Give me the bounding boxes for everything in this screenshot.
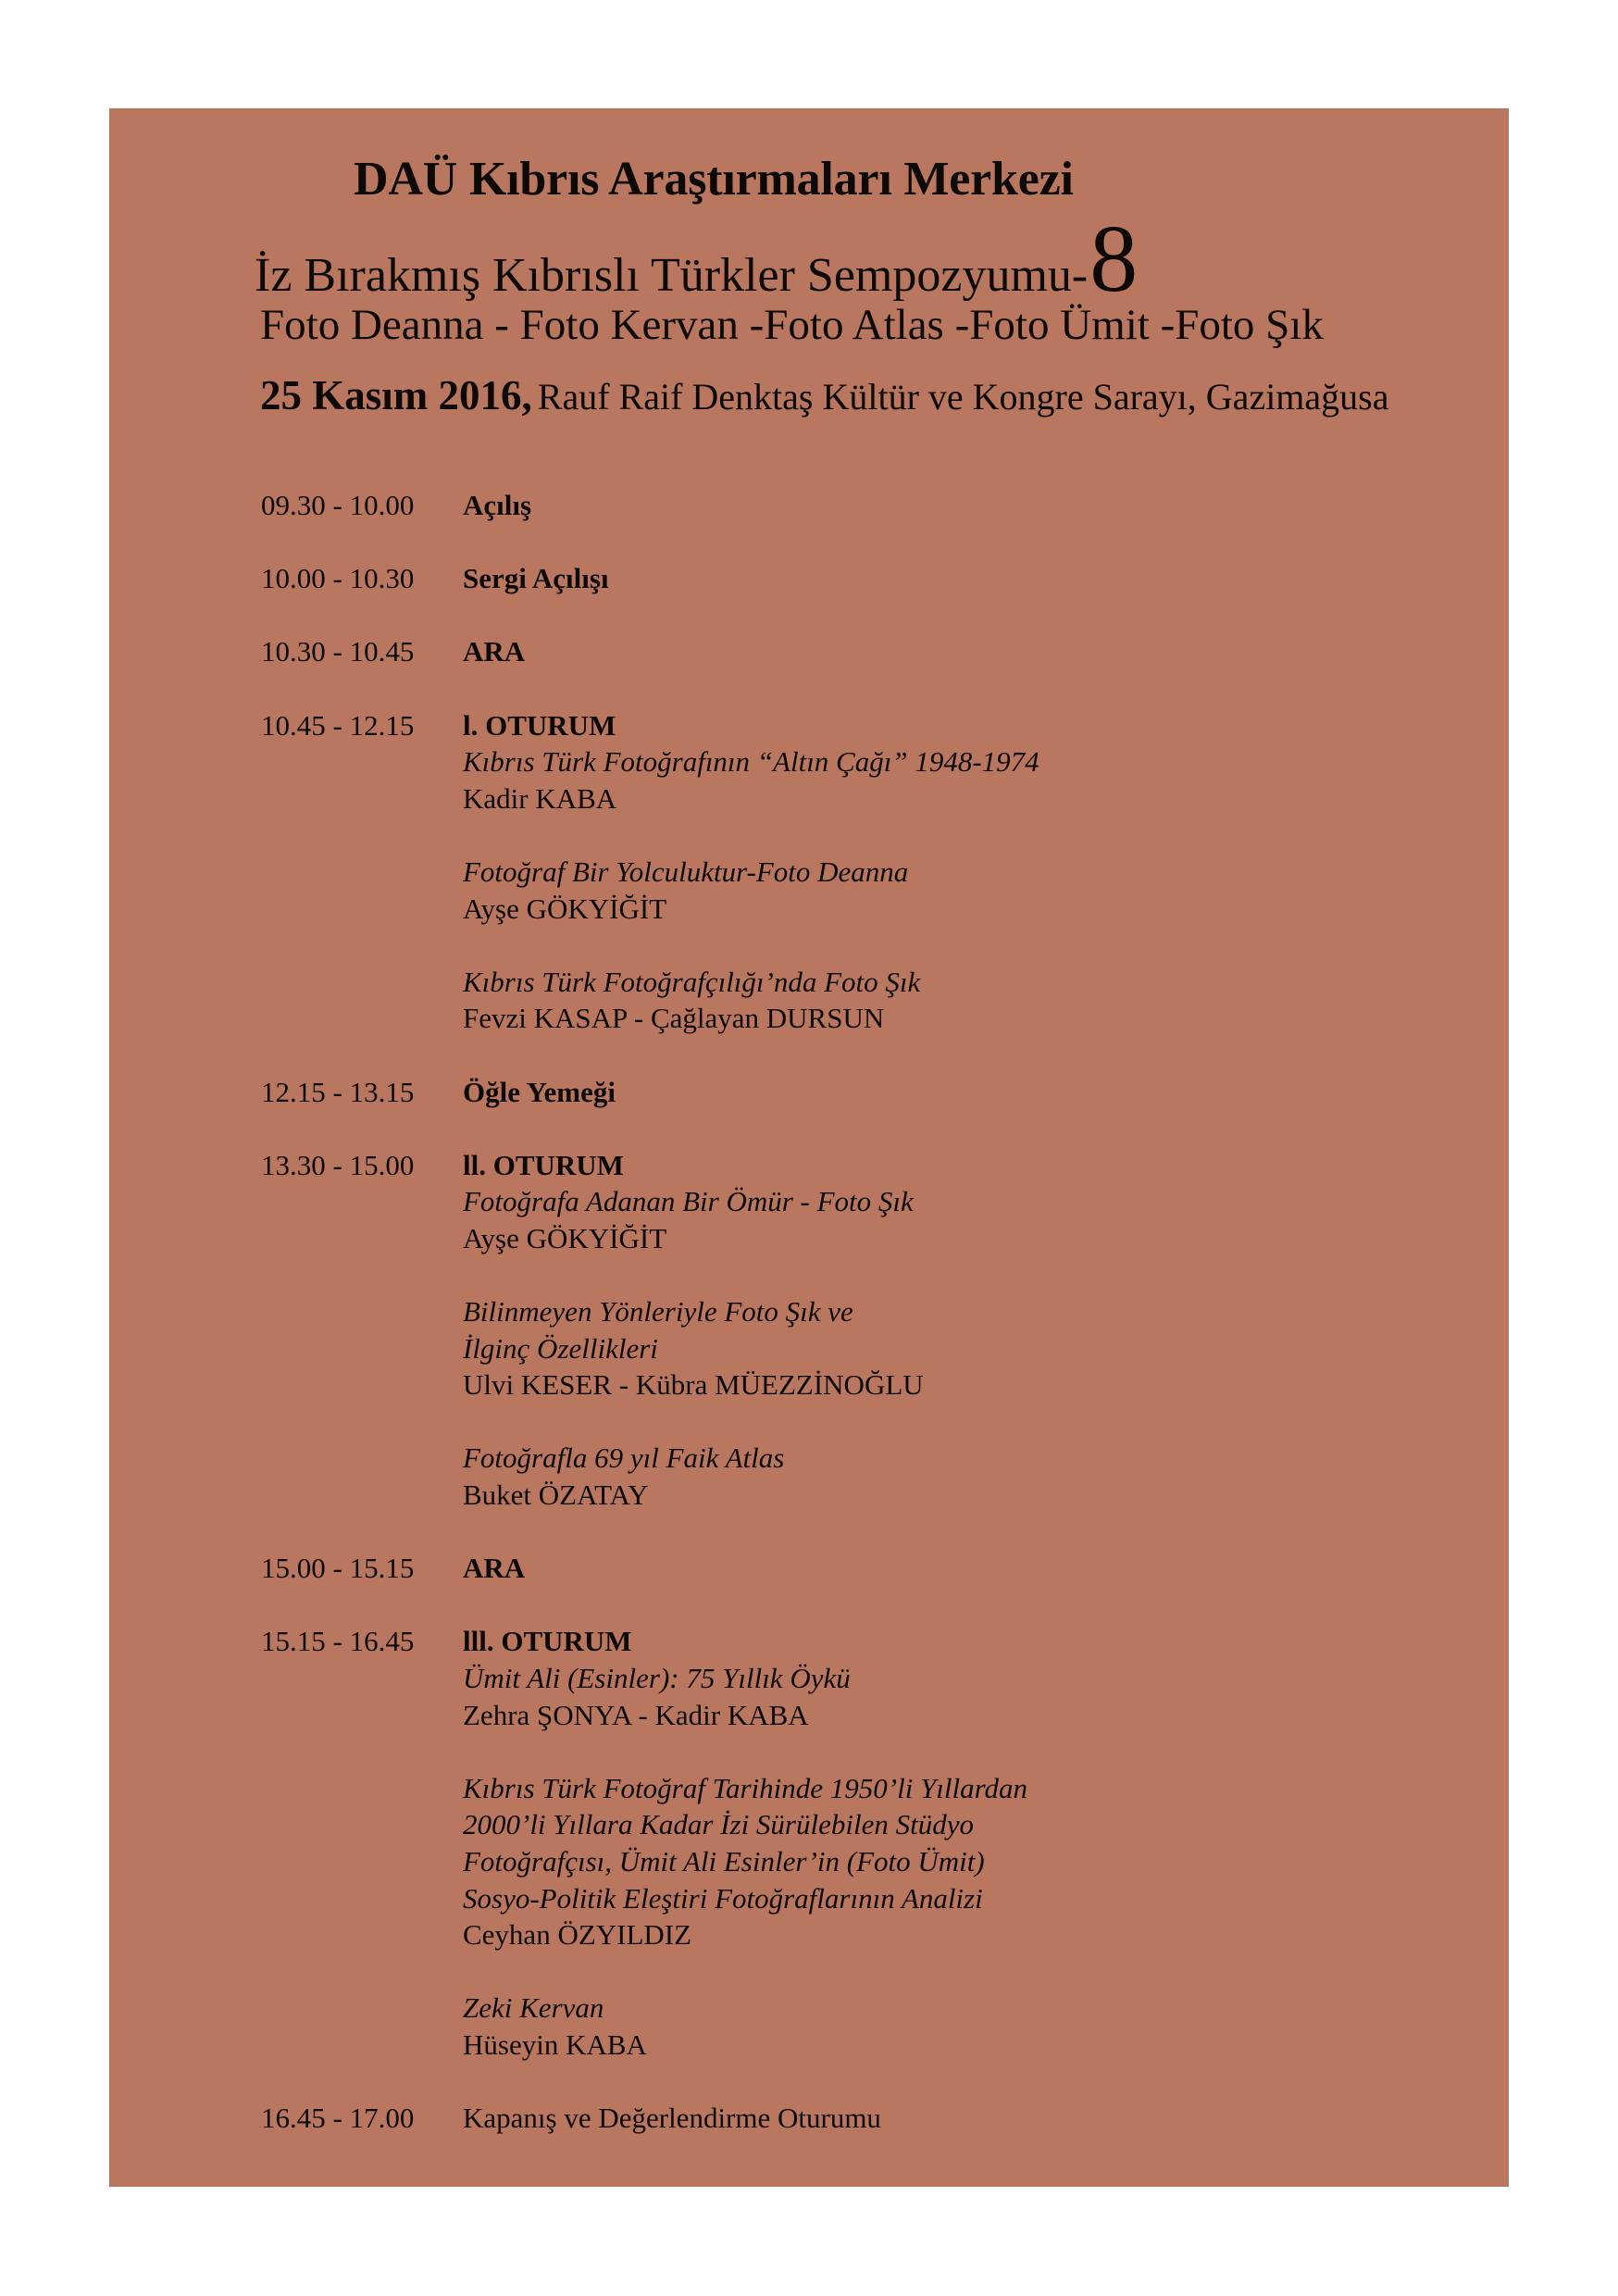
spacer	[261, 1587, 1418, 1624]
talk-title: Sosyo-Politik Eleştiri Fotoğraflarının Analizi	[463, 1881, 983, 1915]
talk-title: Kıbrıs Türk Fotoğraf Tarihinde 1950’li Yıllardan	[463, 1771, 1028, 1804]
schedule-row	[261, 1147, 1418, 1184]
organizer-title: DAÜ Kıbrıs Araştırmaları Merkezi	[354, 153, 1074, 206]
talk-title-line	[261, 1440, 1418, 1477]
spacer	[261, 1514, 1418, 1551]
talk-title-line	[261, 1806, 1418, 1843]
talk-speakers: Ayşe GÖKYİĞİT	[463, 1221, 667, 1254]
session-time: 10.45 - 12.15	[261, 708, 415, 742]
spacer	[261, 1404, 1418, 1441]
spacer	[261, 1953, 1418, 1990]
event-date: 25 Kasım 2016,	[260, 372, 532, 418]
talk-speakers-line	[261, 1477, 1418, 1514]
schedule-row	[261, 487, 1418, 524]
session-title: Kapanış ve Değerlendirme Oturumu	[463, 2102, 881, 2135]
schedule-row	[261, 560, 1418, 597]
talk-title: Bilinmeyen Yönleriyle Foto Şık ve	[463, 1295, 853, 1329]
talk-title-line	[261, 1293, 1418, 1330]
symposium-name: İz Bırakmış Kıbrıslı Türkler Sempozyumu-	[255, 249, 1089, 302]
talk-title-line	[261, 1990, 1418, 2027]
session-title: ll. OTURUM	[463, 1148, 624, 1181]
date-venue-line	[260, 372, 1389, 418]
schedule	[261, 487, 1418, 2137]
talk-title: Fotoğrafa Adanan Bir Ömür - Foto Şık	[463, 1185, 914, 1218]
talk-speakers-line	[261, 1000, 1418, 1037]
session-time: 12.15 - 13.15	[261, 1075, 415, 1108]
schedule-row	[261, 707, 1418, 744]
talk-title-line	[261, 1880, 1418, 1917]
talk-title-line	[261, 1330, 1418, 1367]
spacer	[261, 1256, 1418, 1293]
schedule-row	[261, 2100, 1418, 2137]
session-time: 09.30 - 10.00	[261, 489, 415, 521]
symposium-title	[255, 206, 1139, 312]
session-title: Öğle Yemeği	[463, 1075, 616, 1108]
spacer	[261, 597, 1418, 634]
talk-title-line	[261, 854, 1418, 891]
schedule-row	[261, 1550, 1418, 1587]
talk-speakers: Zehra ŞONYA - Kadir KABA	[463, 1698, 809, 1731]
schedule-row	[261, 1074, 1418, 1111]
talk-speakers: Kadir KABA	[463, 781, 617, 815]
talk-title: Kıbrıs Türk Fotoğrafının “Altın Çağı” 1948-1974	[463, 745, 1039, 779]
talk-speakers-line	[261, 780, 1418, 817]
talk-speakers-line	[261, 1220, 1418, 1257]
session-title: l. OTURUM	[463, 708, 616, 742]
talk-title-line	[261, 1660, 1418, 1697]
talk-title-line	[261, 1770, 1418, 1807]
talk-speakers: Ulvi KESER - Kübra MÜEZZİNOĞLU	[463, 1368, 924, 1402]
spacer	[261, 670, 1418, 707]
talk-title: Fotoğraf Bir Yolculuktur-Foto Deanna	[463, 855, 909, 888]
session-title: lll. OTURUM	[463, 1625, 632, 1658]
talk-speakers-line	[261, 2027, 1418, 2064]
talk-title-line	[261, 964, 1418, 1001]
talk-title-line	[261, 1843, 1418, 1880]
schedule-row	[261, 1623, 1418, 1660]
edition-number: 8	[1089, 206, 1139, 312]
talk-title: 2000’li Yıllara Kadar İzi Sürülebilen Stüdyo	[463, 1808, 974, 1841]
session-time: 16.45 - 17.00	[261, 2102, 415, 2135]
talk-speakers-line	[261, 1697, 1418, 1734]
session-title: Sergi Açılışı	[463, 562, 609, 595]
schedule-row	[261, 633, 1418, 670]
talk-speakers: Hüseyin KABA	[463, 2028, 647, 2061]
session-title: ARA	[463, 1552, 526, 1585]
talk-speakers-line	[261, 891, 1418, 928]
talk-speakers: Ceyhan ÖZYILDIZ	[463, 1918, 692, 1952]
talk-title: Zeki Kervan	[463, 1991, 604, 2025]
session-title: ARA	[463, 635, 526, 668]
session-time: 15.15 - 16.45	[261, 1625, 415, 1658]
spacer	[261, 817, 1418, 854]
session-time: 10.00 - 10.30	[261, 562, 415, 595]
talk-title: Fotoğrafçısı, Ümit Ali Esinler’in (Foto Ümit)	[463, 1844, 985, 1878]
talk-title: Ümit Ali (Esinler): 75 Yıllık Öykü	[463, 1662, 851, 1694]
spacer	[261, 1733, 1418, 1770]
talk-speakers-line	[261, 1916, 1418, 1953]
talk-title: Kıbrıs Türk Fotoğrafçılığı’nda Foto Şık	[463, 965, 921, 998]
talk-speakers: Ayşe GÖKYİĞİT	[463, 892, 667, 925]
studios-subtitle: Foto Deanna - Foto Kervan -Foto Atlas -Foto Ümit -Foto Şık	[260, 301, 1324, 349]
session-time: 13.30 - 15.00	[261, 1148, 415, 1181]
talk-title-line	[261, 1183, 1418, 1220]
spacer	[261, 1037, 1418, 1074]
session-time: 10.30 - 10.45	[261, 635, 415, 668]
talk-speakers: Buket ÖZATAY	[463, 1479, 649, 1512]
session-title: Açılış	[463, 489, 532, 521]
talk-title-line	[261, 743, 1418, 780]
talk-speakers-line	[261, 1366, 1418, 1404]
talk-speakers: Fevzi KASAP - Çağlayan DURSUN	[463, 1002, 885, 1035]
spacer	[261, 1110, 1418, 1147]
spacer	[261, 927, 1418, 964]
event-venue: Rauf Raif Denktaş Kültür ve Kongre Sarayı, Gazimağusa	[537, 376, 1389, 418]
talk-title: İlginç Özellikleri	[463, 1331, 658, 1365]
session-time: 15.00 - 15.15	[261, 1552, 415, 1585]
spacer	[261, 2064, 1418, 2101]
talk-title: Fotoğrafla 69 yıl Faik Atlas	[463, 1441, 785, 1475]
spacer	[261, 524, 1418, 561]
